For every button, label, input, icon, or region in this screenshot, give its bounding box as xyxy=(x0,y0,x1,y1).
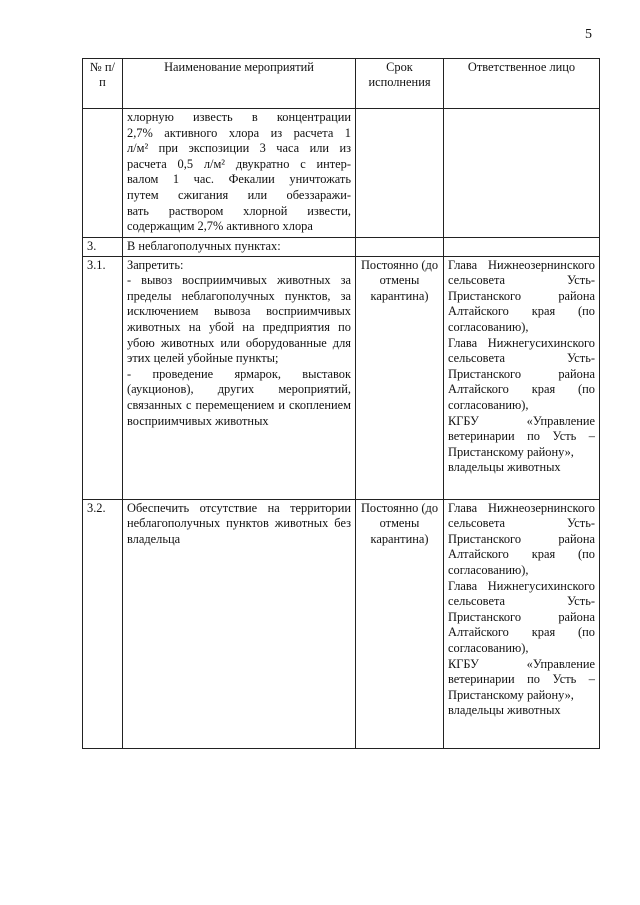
row-measure-text: Обеспечить отсутствие на территории неблагополучных пунктов животных без владельца xyxy=(123,499,356,748)
continuation-line: путем сжигания или обеззаражи- xyxy=(127,187,351,202)
responsible-entry: КГБУ «Управление ветеринарии по Усть – Пристанскому району», xyxy=(448,413,595,459)
row-num: 3.1. xyxy=(83,256,123,499)
responsible-entry: Глава Нижнеозернинского сельсовета Усть-Пристанского района Алтайского края (по согласованию), xyxy=(448,500,595,577)
row-responsible-cell xyxy=(444,499,600,748)
responsible-entry: владельцы животных xyxy=(448,703,561,718)
section-num: 3. xyxy=(83,238,123,257)
table-row xyxy=(83,238,600,257)
section-title: В неблагополучных пунктах: xyxy=(123,238,356,257)
responsible-entry: владельцы животных xyxy=(448,460,561,475)
continuation-line: расчета 0,5 л/м² двукратно с интер- xyxy=(127,156,351,171)
measures-table xyxy=(82,58,600,749)
header-num: № п/п xyxy=(83,59,123,109)
row-measure-cell xyxy=(123,256,356,499)
row-term: Постоянно (до отмены карантина) xyxy=(356,499,444,748)
cell-term xyxy=(356,109,444,238)
header-responsible: Ответственное лицо xyxy=(444,59,600,109)
cell-responsible xyxy=(444,109,600,238)
page-number: 5 xyxy=(585,27,592,42)
continuation-line: содержащим 2,7% активного хлора xyxy=(127,219,313,234)
responsible-entry: Глава Нижнегусихинского сельсовета Усть-Пристанского района Алтайского края (по согласованию), xyxy=(448,578,595,655)
header-name: Наименование мероприятий xyxy=(123,59,356,109)
table-row xyxy=(83,256,600,499)
continuation-line: вать раствором хлорной извести, xyxy=(127,203,351,218)
cell-num xyxy=(83,109,123,238)
header-term: Срок исполнения xyxy=(356,59,444,109)
continuation-line: л/м² при экспозиции 3 часа или из xyxy=(127,141,351,156)
continuation-line: 2,7% активного хлора из расчета 1 xyxy=(127,125,351,140)
responsible-entry: КГБУ «Управление ветеринарии по Усть – Пристанскому району», xyxy=(448,656,595,702)
measure-item: - проведение ярмарок, выставок (аукционов), других мероприятий, связанных с перемещением и скоплением восприимчивых животных xyxy=(127,366,351,428)
row-num: 3.2. xyxy=(83,499,123,748)
table-row xyxy=(83,499,600,748)
table-row xyxy=(83,109,600,238)
measure-lead: Запретить: xyxy=(127,257,184,272)
responsible-entry: Глава Нижнегусихинского сельсовета Усть-Пристанского района Алтайского края (по согласованию), xyxy=(448,335,595,412)
cell-term xyxy=(356,238,444,257)
row-term: Постоянно (до отмены карантина) xyxy=(356,256,444,499)
continuation-line: валом 1 час. Фекалии уничтожать xyxy=(127,172,351,187)
measure-item: - вывоз восприимчивых животных за пределы неблагополучных пунктов, за исключением вывоза восприимчивых животных на убой на предприятия по убою животных или оборудованные для этих целей убойные пункты; xyxy=(127,273,351,366)
row-responsible-cell xyxy=(444,256,600,499)
continuation-text-cell xyxy=(123,109,356,238)
continuation-line: хлорную известь в концентрации xyxy=(127,110,351,124)
cell-responsible xyxy=(444,238,600,257)
table-header-row xyxy=(83,59,600,109)
responsible-entry: Глава Нижнеозернинского сельсовета Усть-Пристанского района Алтайского края (по согласованию), xyxy=(448,257,595,334)
